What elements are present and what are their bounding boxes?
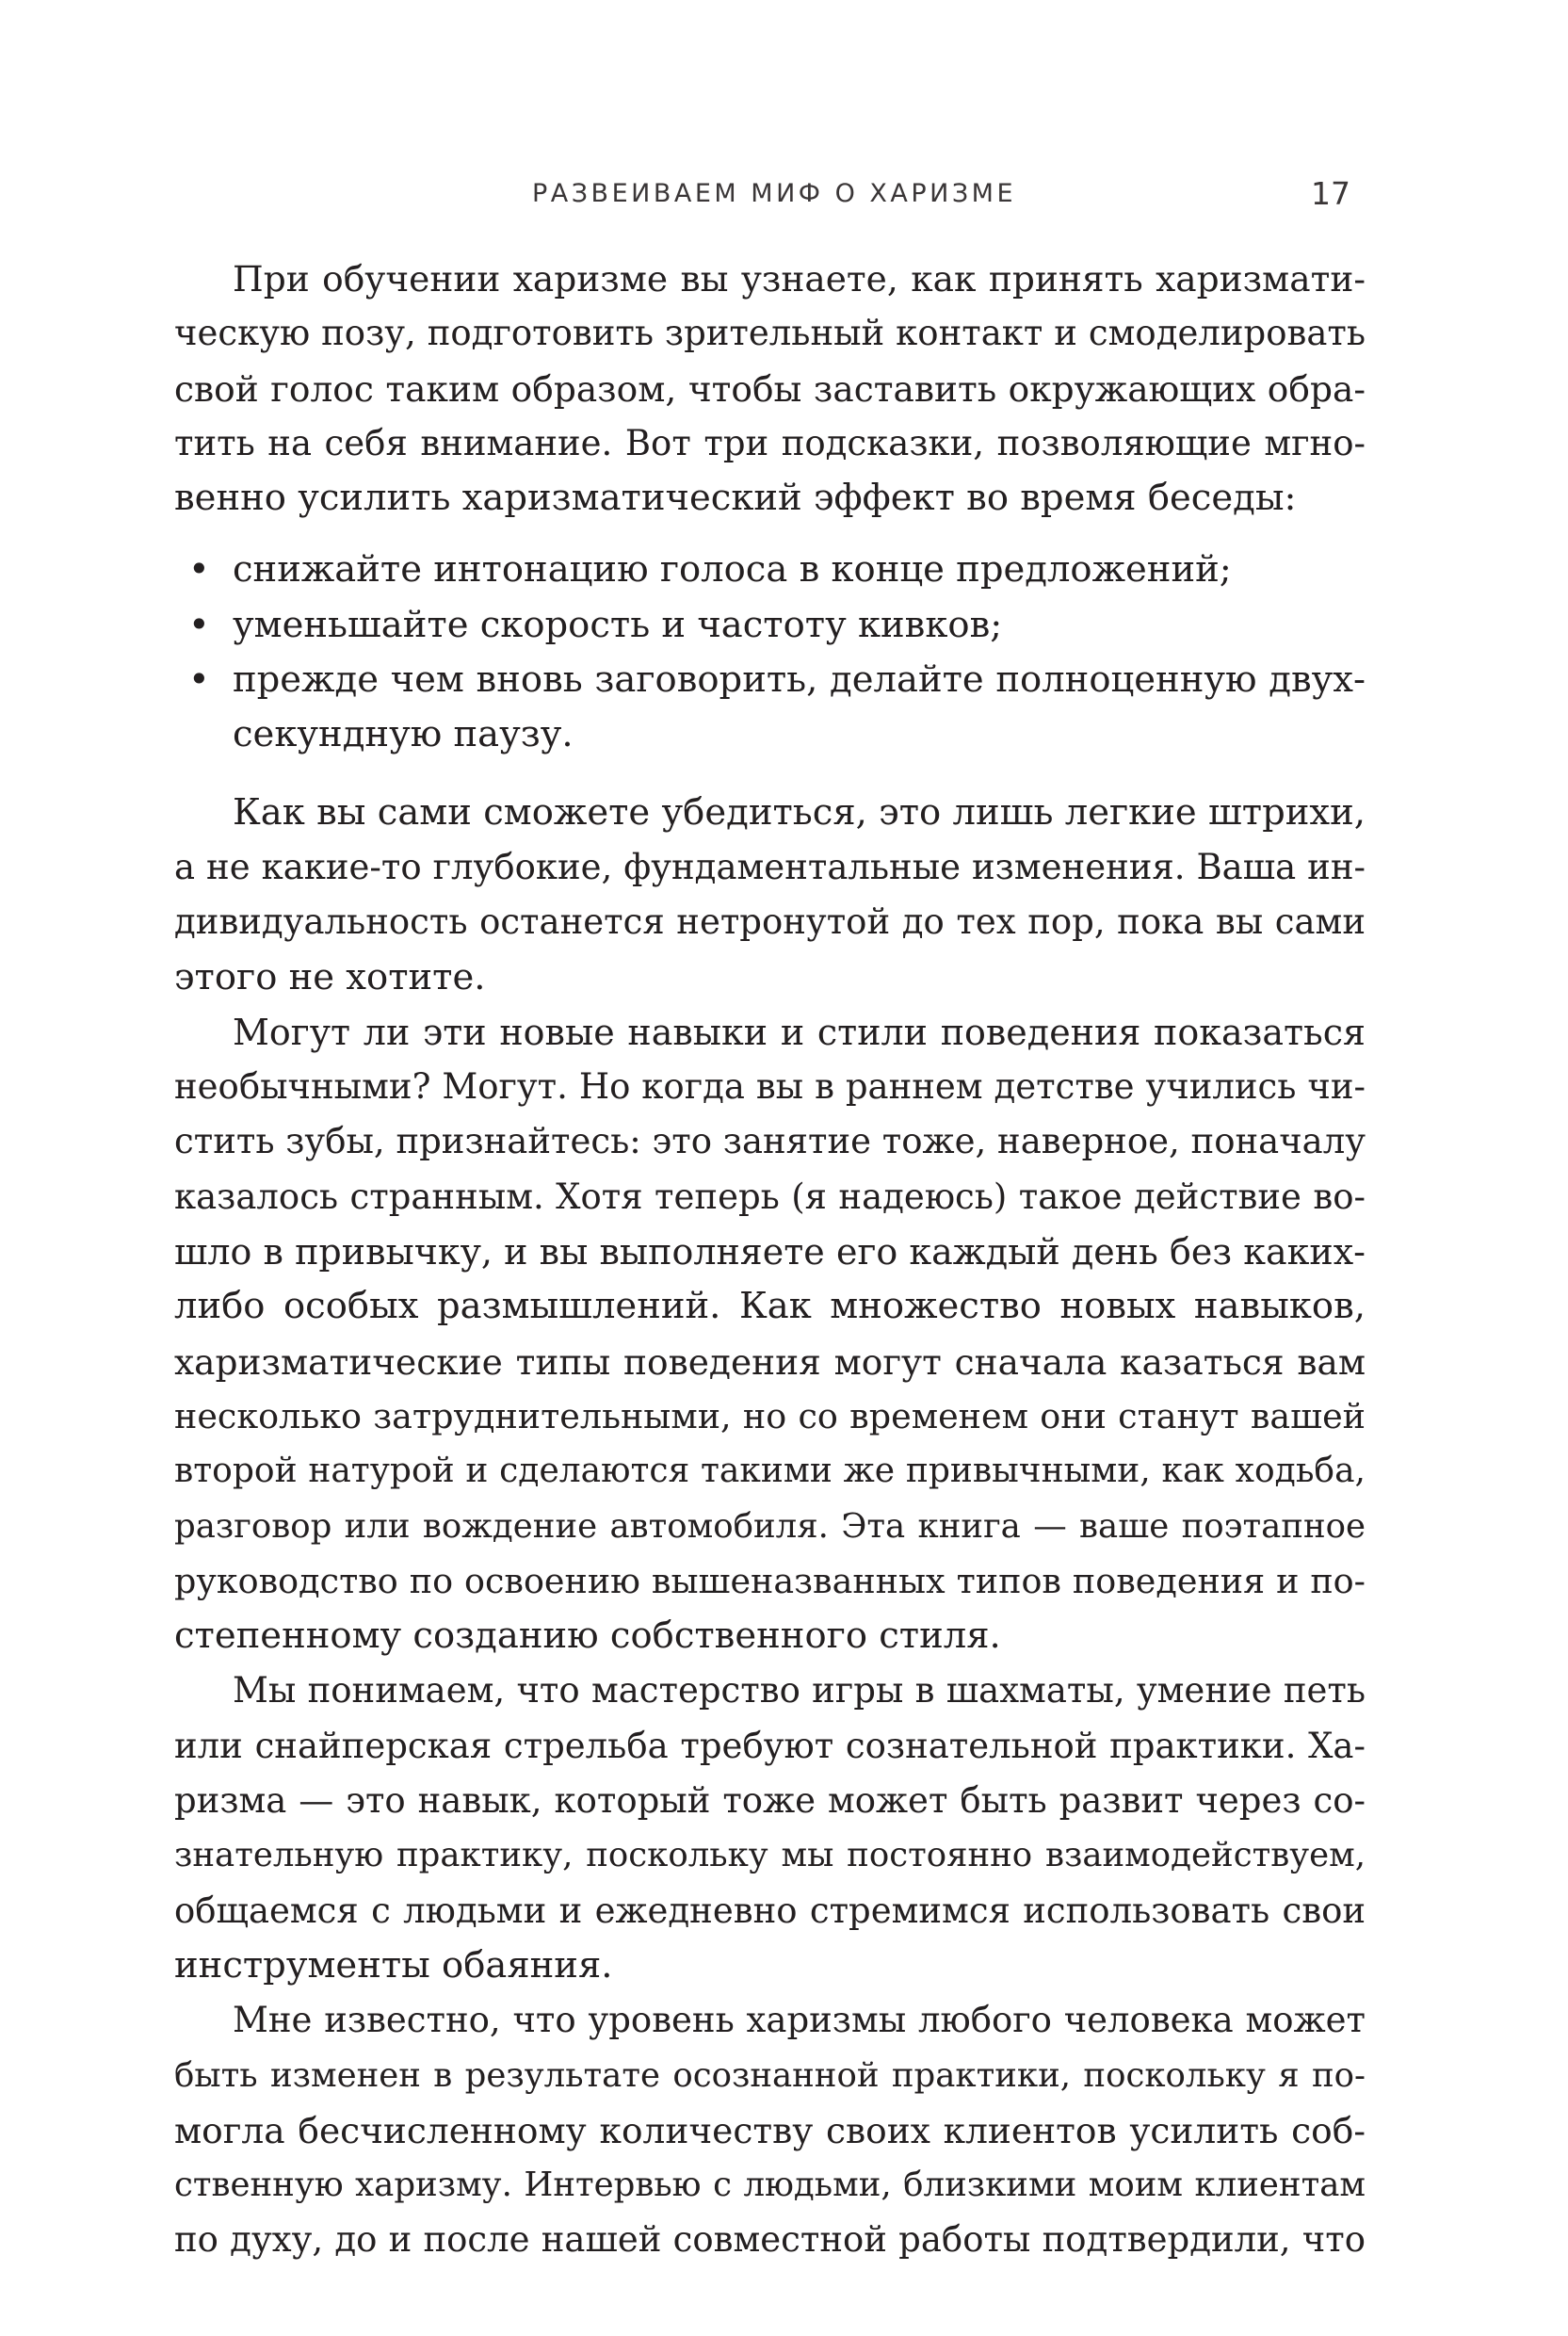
text-line: общаемся с людьми и ежедневно стремимся использовать свои bbox=[174, 1890, 1366, 1931]
bullet-list bbox=[174, 543, 1366, 762]
paragraph-5 bbox=[174, 1993, 1366, 2267]
list-item bbox=[174, 543, 1366, 597]
text-line: Мы понимаем, что мастерство игры в шахматы, умение петь bbox=[233, 1670, 1366, 1711]
text-line: знательную практику, поскольку мы постоянно взаимодействуем, bbox=[174, 1836, 1366, 1875]
bullet-icon: • bbox=[188, 658, 210, 702]
text-line: этого не хотите. bbox=[174, 955, 486, 998]
list-item-text: снижайте интонацию голоса в конце предложений; bbox=[233, 548, 1232, 592]
text-line: или снайперская стрельба требуют сознательной практики. Ха- bbox=[174, 1725, 1366, 1766]
text-line: либо особых размышлений. Как множество новых навыков, bbox=[174, 1285, 1366, 1328]
text-line: могла бесчисленному количеству своих клиентов усилить соб- bbox=[174, 2109, 1366, 2151]
text-line: Мне известно, что уровень харизмы любого человека может bbox=[233, 2000, 1366, 2041]
text-line: дивидуальность останется нетронутой до тех пор, пока вы сами bbox=[174, 901, 1366, 943]
text-line: При обучении харизме вы узнаете, как принять харизмати- bbox=[233, 258, 1366, 300]
list-item bbox=[174, 653, 1366, 707]
text-line: руководство по освоению вышеназванных типов поведения и по- bbox=[174, 1560, 1366, 1601]
text-line: шло в привычку, и вы выполняете его каждый день без каких- bbox=[174, 1231, 1366, 1273]
text-line: необычными? Могут. Но когда вы в раннем детстве учились чи- bbox=[174, 1066, 1366, 1108]
paragraph-3 bbox=[174, 1005, 1366, 1664]
text-line: венно усилить харизматический эффект во время беседы: bbox=[174, 477, 1297, 520]
text-line: степенному созданию собственного стиля. bbox=[174, 1614, 1001, 1658]
bullet-icon: • bbox=[188, 548, 210, 592]
text-line: Как вы сами сможете убедиться, это лишь легкие штрихи, bbox=[233, 790, 1366, 834]
text-line: разговор или вождение автомобиля. Эта книга — ваше поэтапное bbox=[174, 1506, 1366, 1546]
text-line: ризма — это навык, который тоже может быть развит через со- bbox=[174, 1780, 1366, 1822]
text-line: свой голос таким образом, чтобы заставить окружающих обра- bbox=[174, 367, 1366, 410]
text-line: ственную харизму. Интервью с людьми, близкими моим клиентам bbox=[174, 2166, 1366, 2205]
body-text bbox=[174, 251, 1366, 2268]
text-line: казалось странным. Хотя теперь (я надеюсь) такое действие во- bbox=[174, 1176, 1366, 1217]
text-line: второй натурой и сделаются такими же привычными, как ходьба, bbox=[174, 1452, 1366, 1491]
running-header bbox=[0, 175, 1568, 226]
list-item bbox=[174, 598, 1366, 653]
text-line: несколько затруднительными, но со временем они станут вашей bbox=[174, 1395, 1366, 1436]
page-number: 17 bbox=[1311, 175, 1350, 212]
text-line: по духу, до и после нашей совместной работы подтвердили, что bbox=[174, 2219, 1366, 2261]
text-line: быть изменен в результате осознанной практики, поскольку я по- bbox=[174, 2055, 1366, 2095]
bullet-icon: • bbox=[188, 603, 210, 646]
list-item-text: прежде чем вновь заговорить, делайте полноценную двух- bbox=[233, 658, 1366, 702]
list-item-text: уменьшайте скорость и частоту кивков; bbox=[233, 603, 1003, 646]
running-title: РАЗВЕИВАЕМ МИФ О ХАРИЗМЕ bbox=[532, 179, 1017, 208]
text-line: ческую позу, подготовить зрительный контакт и смоделировать bbox=[174, 313, 1366, 354]
text-line: стить зубы, признайтесь: это занятие тоже, наверное, поначалу bbox=[174, 1121, 1366, 1162]
list-item-continuation: секундную паузу. bbox=[233, 713, 574, 756]
paragraph-2 bbox=[174, 786, 1366, 1005]
paragraph-4 bbox=[174, 1663, 1366, 1993]
text-line: харизматические типы поведения могут сначала казаться вам bbox=[174, 1340, 1366, 1383]
text-line: тить на себя внимание. Вот три подсказки, позволяющие мгно- bbox=[174, 422, 1366, 463]
text-line: инструменты обаяния. bbox=[174, 1943, 613, 1987]
text-line: а не какие-то глубокие, фундаментальные изменения. Ваша ин- bbox=[174, 846, 1366, 887]
text-line: Могут ли эти новые навыки и стили поведения показаться bbox=[233, 1011, 1366, 1053]
paragraph-1 bbox=[174, 251, 1366, 526]
